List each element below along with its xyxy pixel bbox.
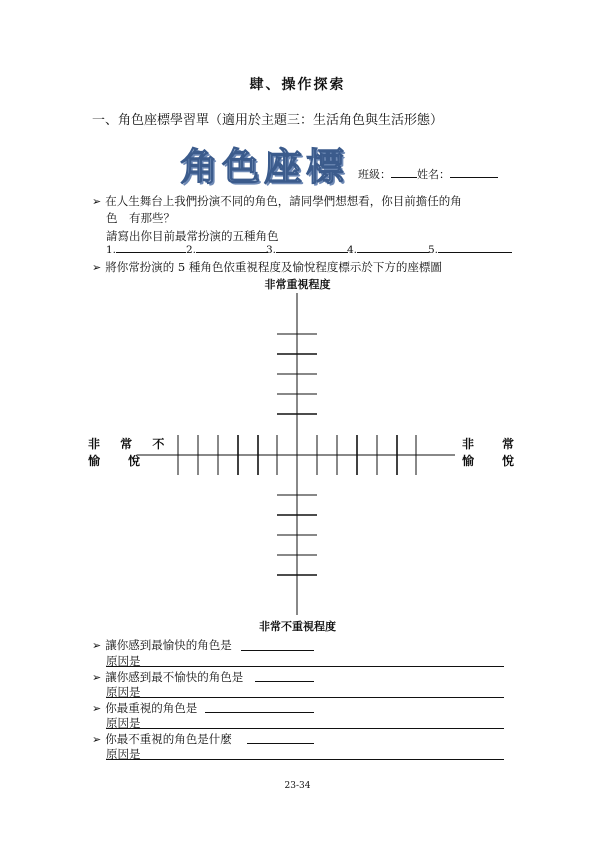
reason-line[interactable]	[106, 759, 504, 760]
answer-blank[interactable]	[255, 681, 314, 682]
reason-label: 原因是	[106, 685, 141, 699]
role-blank-2[interactable]: 2.	[186, 242, 268, 256]
question-1-line1: ➢ 在人生舞台上我們扮演不同的角色，請同學們想想看，你目前擔任的角	[92, 194, 462, 208]
axis-right-label: 非 常 愉 悅	[462, 437, 523, 468]
question-1-line3: 請寫出你目前最常扮演的五種角色	[106, 229, 279, 243]
role-blank-1[interactable]: 1.	[106, 242, 186, 256]
reason-label: 原因是	[106, 747, 141, 761]
arrow-bullet-icon: ➢	[92, 261, 102, 274]
page-number: 23-34	[284, 781, 311, 791]
arrow-bullet-icon: ➢	[92, 639, 102, 652]
name-label: 姓名：	[417, 168, 450, 181]
answer-blank[interactable]	[205, 712, 314, 713]
worksheet-subtitle: 一、角色座標學習單（適用於主題三：生活角色與生活形態）	[92, 113, 444, 128]
axis-left-label: 非 常 不 愉 悅	[88, 437, 173, 468]
arrow-bullet-icon: ➢	[92, 671, 102, 684]
question-least-pleasant: ➢ 讓你感到最不愉快的角色是	[92, 670, 244, 684]
arrow-bullet-icon: ➢	[92, 702, 102, 715]
axis-top-label: 非常重視程度	[264, 278, 331, 291]
arrow-bullet-icon: ➢	[92, 195, 102, 208]
question-1-line2: 色 有那些？	[106, 211, 175, 225]
question-most-valued: ➢ 你最重視的角色是	[92, 701, 198, 715]
arrow-bullet-icon: ➢	[92, 733, 102, 746]
question-least-valued: ➢ 你最不重視的角色是什麼	[92, 732, 232, 746]
reason-line[interactable]	[106, 697, 504, 698]
class-label: 班級：	[358, 168, 391, 181]
reason-line[interactable]	[106, 728, 504, 729]
axis-bottom-label: 非常不重視程度	[259, 620, 336, 633]
banner-title: 角色座標	[180, 145, 349, 189]
answer-blank[interactable]	[241, 650, 314, 651]
role-blank-5[interactable]: 5.	[428, 242, 512, 256]
section-title: 肆、操作探索	[249, 77, 346, 93]
question-most-pleasant: ➢ 讓你感到最愉快的角色是	[92, 638, 232, 652]
answer-blank[interactable]	[247, 743, 314, 744]
reason-label: 原因是	[106, 654, 141, 668]
role-blank-4[interactable]: 4.	[347, 242, 429, 256]
question-2: ➢ 將你常扮演的 5 種角色依重視程度及愉悅程度標示於下方的座標圖	[92, 260, 442, 274]
reason-line[interactable]	[106, 666, 504, 667]
role-blank-3[interactable]: 3.	[266, 242, 348, 256]
reason-label: 原因是	[106, 716, 141, 730]
